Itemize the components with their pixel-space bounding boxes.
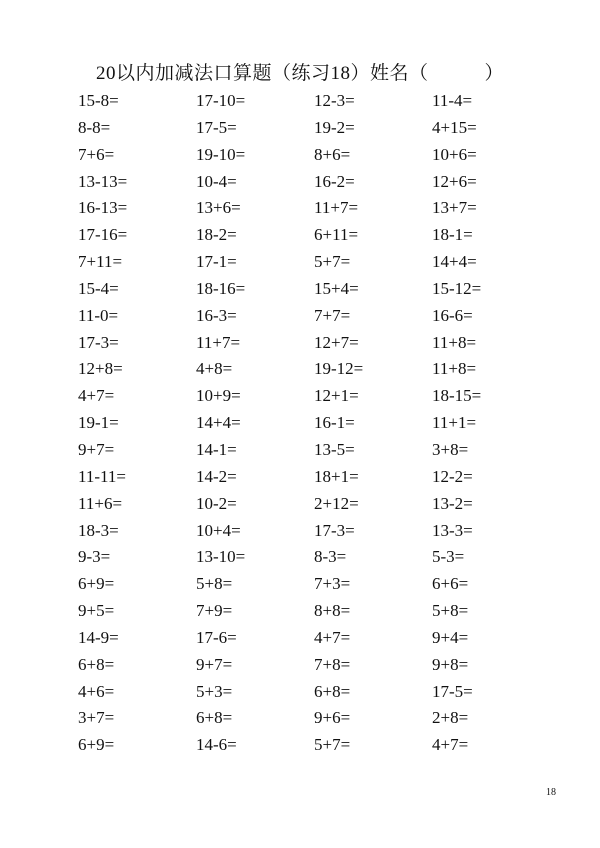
- math-problem: 10+6=: [432, 144, 477, 164]
- math-problem: 4+6=: [78, 681, 115, 701]
- math-problem: 11+7=: [314, 198, 359, 218]
- math-problem: 17-3=: [78, 332, 119, 352]
- math-problem: 8-8=: [78, 117, 111, 137]
- math-problem: 7+8=: [314, 654, 351, 674]
- math-problem: 17-1=: [196, 252, 237, 272]
- math-problem: 13-3=: [432, 520, 473, 540]
- math-problem: 7+3=: [314, 574, 351, 594]
- math-problem: 13+7=: [432, 198, 477, 218]
- math-problem: 16-2=: [314, 171, 355, 191]
- math-problem: 19-1=: [78, 413, 119, 433]
- math-problem: 18-16=: [196, 278, 246, 298]
- math-problem: 13-13=: [78, 171, 128, 191]
- math-problem: 12-3=: [314, 91, 355, 110]
- math-problem: 17-5=: [196, 117, 237, 137]
- math-problem: 11+7=: [196, 332, 241, 352]
- math-problem: 2+8=: [432, 708, 469, 728]
- math-problem: 18-15=: [432, 386, 482, 406]
- math-problem: 11+1=: [432, 413, 477, 433]
- math-problem: 10+4=: [196, 520, 241, 540]
- math-problem: 6+9=: [78, 735, 115, 755]
- math-problem: 12-2=: [432, 466, 473, 486]
- math-problem: 11-4=: [432, 91, 473, 110]
- math-problem: 14+4=: [196, 413, 241, 433]
- math-problem: 2+12=: [314, 493, 359, 513]
- math-problem: 16-6=: [432, 305, 473, 325]
- page-number: 18: [546, 787, 556, 798]
- math-problem: 14-1=: [196, 439, 237, 459]
- math-problem: 4+7=: [432, 735, 469, 755]
- math-problem: 3+7=: [78, 708, 115, 728]
- worksheet-title-close: ）: [484, 63, 505, 84]
- math-problem: 5-3=: [432, 547, 465, 567]
- math-problem: 18-1=: [432, 225, 473, 245]
- math-problem: 7+11=: [78, 252, 123, 272]
- math-problem: 4+7=: [314, 627, 351, 647]
- math-problem: 7+7=: [314, 305, 351, 325]
- math-problem: 15+4=: [314, 278, 359, 298]
- math-problem: 15-12=: [432, 278, 482, 298]
- math-problem: 8+6=: [314, 144, 351, 164]
- math-problem: 8+8=: [314, 601, 351, 621]
- math-problem: 9+8=: [432, 654, 469, 674]
- math-problem: 5+3=: [196, 681, 233, 701]
- math-problem: 13-10=: [196, 547, 246, 567]
- math-problem: 16-13=: [78, 198, 128, 218]
- math-problem: 3+8=: [432, 439, 469, 459]
- math-problem: 19-10=: [196, 144, 246, 164]
- math-problem: 18-2=: [196, 225, 237, 245]
- math-problem: 9+6=: [314, 708, 351, 728]
- math-problem: 4+7=: [78, 386, 115, 406]
- math-problem: 17-10=: [196, 91, 246, 110]
- math-problem: 7+6=: [78, 144, 115, 164]
- math-problem: 13-2=: [432, 493, 473, 513]
- math-problem: 9-3=: [78, 547, 111, 567]
- math-problem: 17-16=: [78, 225, 128, 245]
- math-problem: 4+8=: [196, 359, 233, 379]
- math-problem: 12+8=: [78, 359, 123, 379]
- math-problem: 11+8=: [432, 359, 477, 379]
- math-problem: 9+7=: [78, 439, 115, 459]
- math-problem: 14+4=: [432, 252, 477, 272]
- math-problem: 7+9=: [196, 601, 233, 621]
- math-problem: 16-3=: [196, 305, 237, 325]
- math-problem: 12+6=: [432, 171, 477, 191]
- math-problem: 9+7=: [196, 654, 233, 674]
- math-problem: 5+7=: [314, 252, 351, 272]
- math-problem: 11+6=: [78, 493, 123, 513]
- math-problem: 14-6=: [196, 735, 237, 755]
- math-problem: 10-4=: [196, 171, 237, 191]
- math-problem: 6+8=: [196, 708, 233, 728]
- math-problem: 19-12=: [314, 359, 364, 379]
- math-problem: 11-0=: [78, 305, 119, 325]
- math-problem: 6+11=: [314, 225, 359, 245]
- math-problem: 11-11=: [78, 466, 126, 486]
- math-problem: 10+9=: [196, 386, 241, 406]
- math-problem: 8-3=: [314, 547, 347, 567]
- math-problem: 6+8=: [78, 654, 115, 674]
- math-problem: 14-9=: [78, 627, 119, 647]
- math-problem: 15-4=: [78, 278, 119, 298]
- math-problem: 5+8=: [196, 574, 233, 594]
- math-problem: 10-2=: [196, 493, 237, 513]
- math-problem: 18+1=: [314, 466, 359, 486]
- math-problem: 17-5=: [432, 681, 473, 701]
- math-problem: 15-8=: [78, 91, 119, 110]
- worksheet-title-text: 20以内加减法口算题（练习18）姓名（: [95, 63, 429, 84]
- math-problem: 6+6=: [432, 574, 469, 594]
- math-problem: 17-6=: [196, 627, 237, 647]
- problem-grid: [78, 88, 518, 759]
- math-problem: 6+8=: [314, 681, 351, 701]
- math-problem: 19-2=: [314, 117, 355, 137]
- math-problem: 9+5=: [78, 601, 115, 621]
- math-problem: 14-2=: [196, 466, 237, 486]
- math-problem: 13+6=: [196, 198, 241, 218]
- math-problem: 13-5=: [314, 439, 355, 459]
- math-problem: 17-3=: [314, 520, 355, 540]
- math-problem: 4+15=: [432, 117, 477, 137]
- math-problem: 12+1=: [314, 386, 359, 406]
- math-problem: 11+8=: [432, 332, 477, 352]
- math-problem: 5+8=: [432, 601, 469, 621]
- worksheet-title: [0, 58, 600, 85]
- math-problem: 5+7=: [314, 735, 351, 755]
- math-problem: 18-3=: [78, 520, 119, 540]
- math-problem: 9+4=: [432, 627, 469, 647]
- math-problem: 12+7=: [314, 332, 359, 352]
- math-problem: 6+9=: [78, 574, 115, 594]
- math-problem: 16-1=: [314, 413, 355, 433]
